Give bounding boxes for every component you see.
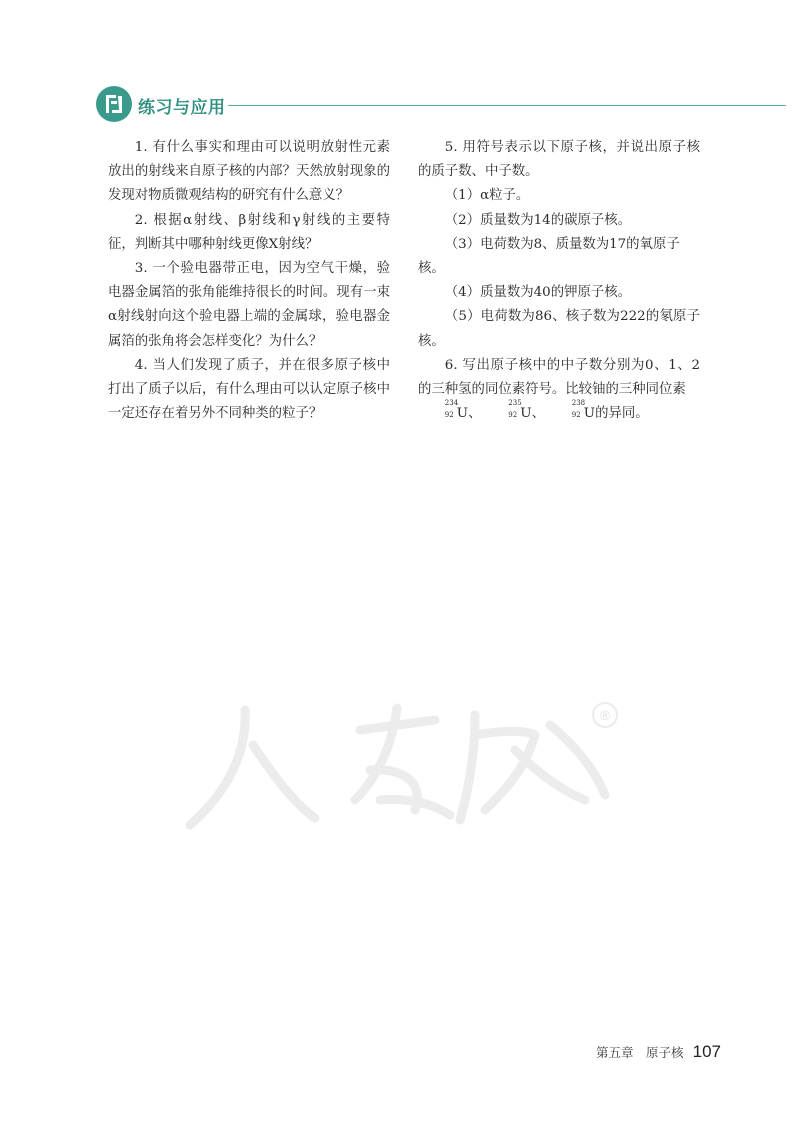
question-5: 5. 用符号表示以下原子核，并说出原子核的质子数、中子数。 (418, 140, 700, 180)
question-4: 4. 当人们发现了质子，并在很多原子核中打出了质子以后，有什么理由可以认定原子核中一定还存在着另外不同种类的粒子？ (108, 357, 390, 422)
right-column (418, 136, 700, 426)
question-6-text: 6. 写出原子核中的中子数分别为0、1、2的三种氢的同位素符号。比较铀的三种同位素 (418, 357, 700, 398)
question-1: 1. 有什么事实和理由可以说明放射性元素放出的射线来自原子核的内部？天然放射现象的发现对物质微观结构的研究有什么意义？ (108, 140, 390, 204)
question-3: 3. 一个验电器带正电，因为空气干燥，验电器金属箔的张角能维持很长的时间。现有一束α射线射向这个验电器上端的金属球，验电器金属箔的张角将会怎样变化？为什么？ (108, 261, 390, 349)
header-divider (228, 105, 786, 106)
svg-text:®: ® (598, 709, 612, 724)
exercise-badge-icon (96, 86, 132, 122)
publisher-watermark (175, 690, 635, 844)
section-header (96, 84, 786, 124)
page-number: 107 (692, 1042, 721, 1061)
question-5-item-2: （2）质量数为14的碳原子核。 (444, 212, 632, 228)
page-footer (596, 1042, 721, 1062)
question-5-item-1: （1）α粒子。 (444, 188, 530, 204)
question-6: 6. 写出原子核中的中子数分别为0、1、2的三种氢的同位素符号。比较铀的三种同位素 234 92 U、 235 92 U、 238 92 U的异同。 (418, 354, 700, 427)
left-column (108, 136, 390, 426)
isotope-u234: 234 92 U (444, 399, 469, 422)
chapter-label: 第五章 原子核 (596, 1046, 684, 1060)
question-6-end: 的异同。 (595, 406, 649, 422)
isotope-u238: 238 92 U (571, 399, 596, 422)
question-5-item-4: （4）质量数为40的钾原子核。 (444, 285, 632, 301)
section-title: 练习与应用 (138, 98, 226, 117)
question-2: 2. 根据α射线、β射线和γ射线的主要特征，判断其中哪种射线更像X射线？ (108, 212, 390, 252)
isotope-u235: 235 92 U (508, 399, 532, 422)
question-5-item-3: （3）电荷数为8、质量数为17的氧原子核。 (418, 236, 680, 277)
question-5-item-5: （5）电荷数为86、核子数为222的氡原子核。 (418, 309, 700, 349)
